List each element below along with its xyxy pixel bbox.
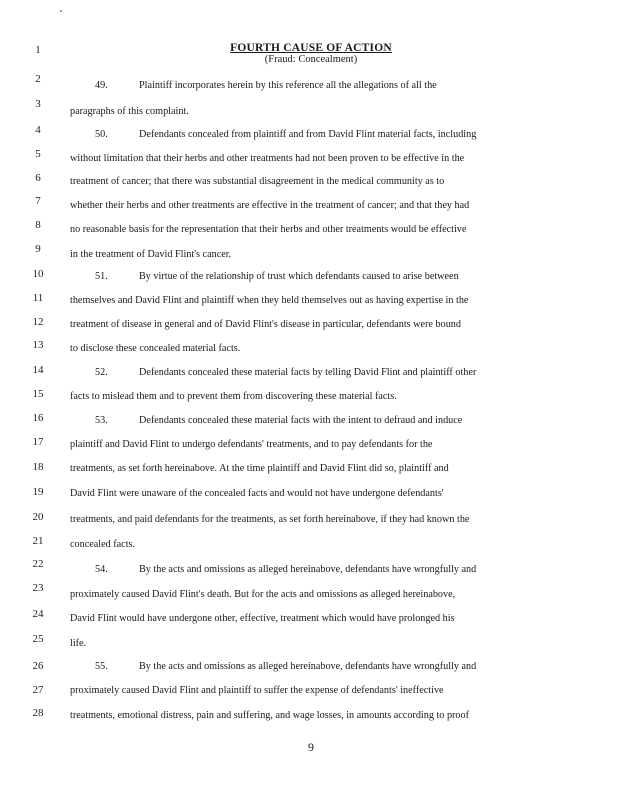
line-text: to disclose these concealed material facts. <box>70 343 241 354</box>
line-number: 9 <box>35 243 41 255</box>
line-number: 5 <box>35 148 41 160</box>
line-text: David Flint would have undergone other, effective, treatment which would have prolonged his <box>70 613 455 624</box>
line-text: no reasonable basis for the representation that their herbs and other treatments would be effective <box>70 224 467 235</box>
line-text: By the acts and omissions as alleged hereinabove, defendants have wrongfully and <box>139 564 477 575</box>
line-number: 15 <box>32 388 44 400</box>
section-subtitle: (Fraud: Concealment) <box>264 54 358 65</box>
line-text: Defendants concealed these material facts with the intent to defraud and induce <box>139 415 463 426</box>
line-text: treatments, emotional distress, pain and suffering, and wage losses, in amounts according to proof <box>70 710 470 721</box>
line-text: proximately caused David Flint's death. But for the acts and omissions as alleged hereinabove, <box>70 589 456 600</box>
line-number: 11 <box>32 292 44 304</box>
line-number: 16 <box>32 412 44 424</box>
line-text: paragraphs of this complaint. <box>70 106 189 117</box>
paragraph-line <box>95 79 550 93</box>
paragraph-number: 52. <box>95 367 108 378</box>
line-number: 24 <box>32 608 44 620</box>
paragraph-line <box>95 563 550 577</box>
line-text: facts to mislead them and to prevent them from discovering these material facts. <box>70 391 397 402</box>
line-number: 13 <box>32 339 44 351</box>
line-number: 27 <box>32 684 44 696</box>
paragraph-line <box>95 366 550 380</box>
paragraph-line <box>95 128 550 142</box>
paragraph-number: 50. <box>95 129 108 140</box>
paragraph-line <box>70 390 550 404</box>
line-text: in the treatment of David Flint's cancer. <box>70 249 232 260</box>
line-text: Plaintiff incorporates herein by this reference all the allegations of all the <box>139 80 437 91</box>
line-number: 18 <box>32 461 44 473</box>
line-number: 12 <box>32 316 44 328</box>
line-number: 17 <box>32 436 44 448</box>
line-number: 14 <box>32 364 44 376</box>
line-text: concealed facts. <box>70 539 136 550</box>
line-text: treatment of cancer; that there was substantial disagreement in the medical community as to <box>70 176 445 187</box>
paragraph-line <box>70 487 550 501</box>
paragraph-line <box>70 105 550 119</box>
paragraph-line <box>70 294 550 308</box>
line-text: life. <box>70 638 87 649</box>
line-number: 4 <box>35 124 41 136</box>
line-number: 7 <box>35 195 41 207</box>
paragraph-line <box>95 414 550 428</box>
line-number: 25 <box>32 633 44 645</box>
paragraph-line <box>70 175 550 189</box>
paragraph-line <box>70 199 550 213</box>
line-number: 8 <box>35 219 41 231</box>
line-number: 23 <box>32 582 44 594</box>
line-text: treatment of disease in general and of David Flint's disease in particular, defendants were bound <box>70 319 461 330</box>
paragraph-line <box>70 538 550 552</box>
line-text: Defendants concealed these material facts by telling David Flint and plaintiff other <box>139 367 477 378</box>
paragraph-line <box>70 223 550 237</box>
paragraph-line <box>70 342 550 356</box>
line-text: treatments, as set forth hereinabove. At the time plaintiff and David Flint did so, plaintiff and <box>70 463 449 474</box>
paragraph-line <box>70 152 550 166</box>
page-number: 9 <box>308 740 314 754</box>
paragraph-line <box>70 318 550 332</box>
line-text: By virtue of the relationship of trust which defendants caused to arise between <box>139 271 459 282</box>
paragraph-line <box>70 248 550 262</box>
line-text: without limitation that their herbs and other treatments had not been proven to be effective in the <box>70 153 465 164</box>
paragraph-line <box>70 588 550 602</box>
paragraph-line <box>70 637 550 651</box>
section-title: FOURTH CAUSE OF ACTION <box>230 42 392 54</box>
line-text: treatments, and paid defendants for the treatments, as set forth hereinabove, if they had known the <box>70 514 470 525</box>
line-text: David Flint were unaware of the concealed facts and would not have undergone defendants' <box>70 488 444 499</box>
line-number: 1 <box>35 44 41 56</box>
line-number: 26 <box>32 660 44 672</box>
line-text: plaintiff and David Flint to undergo defendants' treatments, and to pay defendants for the <box>70 439 433 450</box>
scan-speck <box>60 10 62 12</box>
line-text: By the acts and omissions as alleged hereinabove, defendants have wrongfully and <box>139 661 477 672</box>
line-number: 3 <box>35 98 41 110</box>
line-number: 28 <box>32 707 44 719</box>
paragraph-number: 51. <box>95 271 108 282</box>
line-number: 20 <box>32 511 44 523</box>
paragraph-line <box>70 462 550 476</box>
line-number: 6 <box>35 172 41 184</box>
paragraph-line <box>70 513 550 527</box>
paragraph-number: 53. <box>95 415 108 426</box>
line-text: proximately caused David Flint and plaintiff to suffer the expense of defendants' ineffective <box>70 685 444 696</box>
paragraph-number: 54. <box>95 564 108 575</box>
paragraph-line <box>95 270 550 284</box>
line-number: 2 <box>35 73 41 85</box>
paragraph-line <box>70 709 550 723</box>
line-number: 19 <box>32 486 44 498</box>
line-text: themselves and David Flint and plaintiff when they held themselves out as having expertise in the <box>70 295 469 306</box>
paragraph-line <box>70 684 550 698</box>
line-number: 22 <box>32 558 44 570</box>
line-text: Defendants concealed from plaintiff and from David Flint material facts, including <box>139 129 477 140</box>
paragraph-number: 49. <box>95 80 108 91</box>
paragraph-number: 55. <box>95 661 108 672</box>
line-number: 10 <box>32 268 44 280</box>
paragraph-line <box>70 438 550 452</box>
paragraph-line <box>95 660 550 674</box>
line-text: whether their herbs and other treatments are effective in the treatment of cancer; and that they had <box>70 200 470 211</box>
paragraph-line <box>70 612 550 626</box>
line-number: 21 <box>32 535 44 547</box>
